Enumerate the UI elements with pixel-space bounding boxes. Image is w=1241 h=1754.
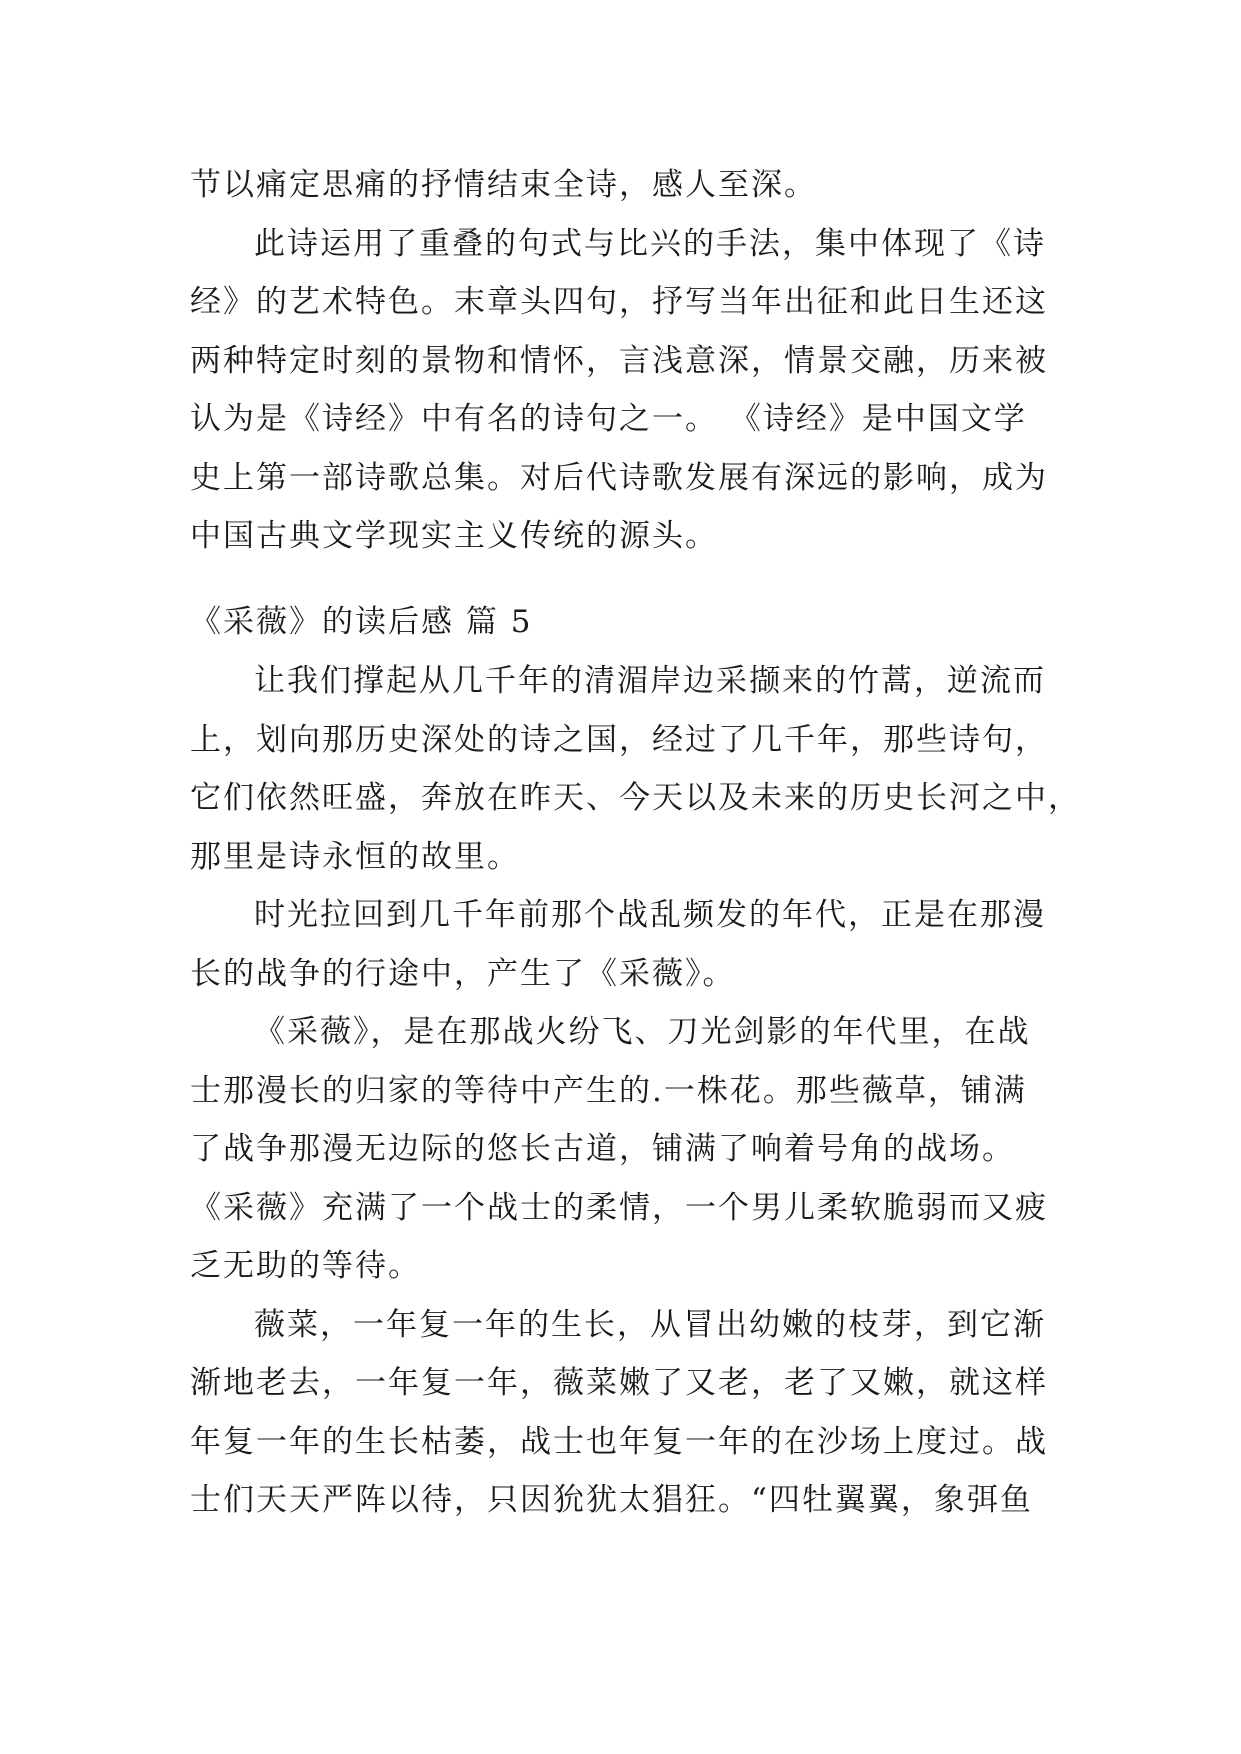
text-line: 两种特定时刻的景物和情怀，言浅意深，情景交融，历来被 (190, 342, 1048, 379)
text-line: 那里是诗永恒的故里。 (190, 838, 520, 875)
text-line: 它们依然旺盛，奔放在昨天、今天以及未来的历史长河之中， (190, 780, 1081, 816)
text-line: 《采薇》充满了一个战士的柔情，一个男儿柔软脆弱而又疲 (190, 1189, 1048, 1226)
text-line: 时光拉回到几千年前那个战乱频发的年代，正是在那漫 (254, 897, 1046, 933)
text-line: 史上第一部诗歌总集。对后代诗歌发展有深远的影响，成为 (190, 459, 1048, 496)
text-line: 年复一年的生长枯萎，战士也年复一年的在沙场上度过。战 (190, 1423, 1048, 1460)
text-line: 了战争那漫无边际的悠长古道，铺满了响着号角的战场。 (190, 1131, 1015, 1167)
text-line: 此诗运用了重叠的句式与比兴的手法，集中体现了《诗 (254, 225, 1046, 262)
body-text-block-2 (190, 652, 1081, 1530)
text-line: 认为是《诗经》中有名的诗句之一。 《诗经》是中国文学 (190, 401, 1027, 437)
body-text-block-1 (190, 156, 1052, 566)
section-heading: 《采薇》的读后感 篇 5 (190, 604, 533, 640)
text-line: 士们天天严阵以待，只因狁犹太猖狂。“四牡翼翼，象弭鱼 (190, 1482, 1033, 1518)
text-line: 乏无助的等待。 (190, 1248, 421, 1284)
text-line: 渐地老去，一年复一年，薇菜嫩了又老，老了又嫩，就这样 (190, 1365, 1048, 1401)
text-line: 中国古典文学现实主义传统的源头。 (190, 518, 718, 554)
text-line: 薇菜，一年复一年的生长，从冒出幼嫩的枝芽，到它渐 (254, 1306, 1046, 1343)
text-line: 上，划向那历史深处的诗之国，经过了几千年，那些诗句， (190, 721, 1048, 758)
text-line: 士那漫长的归家的等待中产生的.一株花。那些薇草，铺满 (190, 1072, 1027, 1109)
text-line: 经》的艺术特色。末章头四句，抒写当年出征和此日生还这 (190, 284, 1048, 320)
text-line: 节以痛定思痛的抒情结束全诗，感人至深。 (190, 167, 817, 203)
text-line: 《采薇》，是在那战火纷飞、刀光剑影的年代里，在战 (254, 1014, 1031, 1050)
text-line: 长的战争的行途中，产生了《采薇》。 (190, 955, 736, 992)
text-line: 让我们撑起从几千年的清湄岸边采撷来的竹蒿，逆流而 (254, 663, 1046, 699)
